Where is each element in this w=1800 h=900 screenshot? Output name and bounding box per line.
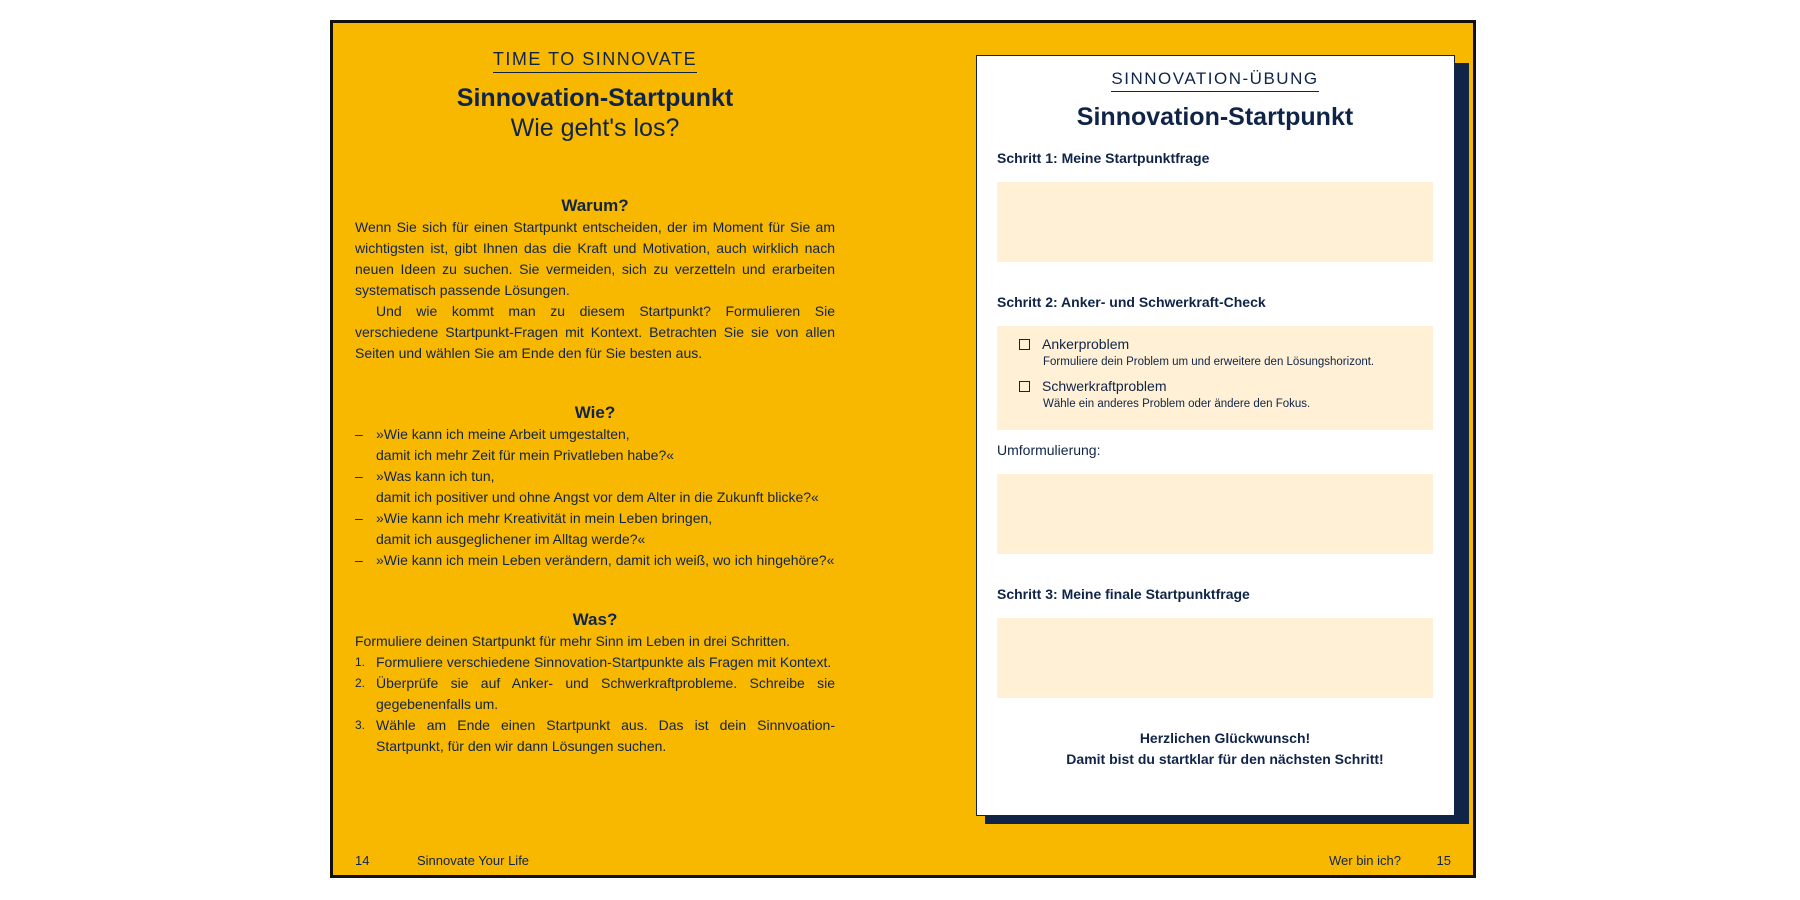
congrats-line-2: Damit bist du startklar für den nächsten Schritt! — [1066, 751, 1384, 767]
list-item: – »Wie kann ich mehr Kreativität in mein Leben bringen, damit ich ausgeglichener im Alltag werde?« — [355, 510, 713, 547]
right-footer — [1329, 853, 1451, 868]
check-title: Schwerkraftproblem — [1042, 378, 1167, 394]
list-item: – »Wie kann ich mein Leben verändern, damit ich weiß, wo ich hingehöre?« — [355, 552, 835, 568]
left-page-number: 14 — [355, 853, 370, 868]
checkbox-anker[interactable] — [1019, 339, 1030, 350]
left-kicker: TIME TO SINNOVATE — [355, 49, 835, 73]
startpunkt-question-field[interactable] — [997, 182, 1433, 262]
card-kicker: SINNOVATION-ÜBUNG — [997, 69, 1433, 92]
wie-heading: Wie? — [574, 403, 616, 422]
reformulation-field[interactable] — [997, 474, 1433, 554]
list-item: 2. Überprüfe sie auf Anker- und Schwerkraftprobleme. Schreibe sie gegebenenfalls um. — [355, 675, 835, 712]
was-intro: Formuliere deinen Startpunkt für mehr Sinn im Leben in drei Schritten. — [355, 633, 790, 649]
problem-check-box — [997, 326, 1433, 430]
wie-question-list — [355, 424, 835, 571]
exercise-card — [976, 55, 1455, 816]
check-title: Ankerproblem — [1042, 336, 1130, 352]
book-spread — [330, 20, 1476, 878]
list-item: – »Was kann ich tun, damit ich positiver und ohne Angst vor dem Alter in die Zukunft blicke?« — [355, 468, 819, 505]
check-row-schwerkraft[interactable] — [1019, 376, 1433, 396]
check-description: Wähle ein anderes Problem oder ändere den Fokus. — [1043, 398, 1311, 410]
step-2-label: Schritt 2: Anker- und Schwerkraft-Check — [997, 294, 1266, 310]
left-page — [355, 23, 835, 757]
list-item: – »Wie kann ich meine Arbeit umgestalten, damit ich mehr Zeit für mein Privatleben habe?« — [355, 426, 675, 463]
congrats-line-1: Herzlichen Glückwunsch! — [1139, 730, 1311, 746]
warum-paragraph-1: Wenn Sie sich für einen Startpunkt entscheiden, der im Moment für Sie am wichtigsten ist, gibt Ihnen das die Kraft und Motivation, auch wirklich nach neuen Ideen zu suchen. Sie vermeiden, sich zu verzetteln und erarbeiten systematisch passende Lösungen. — [355, 219, 835, 298]
final-question-field[interactable] — [997, 618, 1433, 698]
left-title: Sinnovation-Startpunkt — [456, 84, 734, 112]
step-1-label: Schritt 1: Meine Startpunktfrage — [997, 150, 1210, 166]
left-footer — [355, 853, 529, 868]
checkbox-schwerkraft[interactable] — [1019, 381, 1030, 392]
warum-heading: Warum? — [561, 196, 629, 215]
card-title: Sinnovation-Startpunkt — [1076, 103, 1354, 131]
list-item: 1. Formuliere verschiedene Sinnovation-Startpunkte als Fragen mit Kontext. — [355, 654, 832, 670]
was-steps-list — [355, 652, 835, 757]
check-row-anker[interactable] — [1019, 334, 1433, 354]
left-subtitle: Wie geht's los? — [510, 114, 680, 142]
warum-paragraph-2: Und wie kommt man zu diesem Startpunkt? Formulieren Sie verschiedene Startpunkt-Fragen mit Kontext. Betrachten Sie sie von allen Seiten und wählen Sie am Ende den für Sie besten aus. — [355, 303, 835, 361]
card-content — [997, 56, 1433, 770]
step-3-label: Schritt 3: Meine finale Startpunktfrage — [997, 586, 1250, 602]
was-heading: Was? — [572, 610, 618, 629]
reformulation-label: Umformulierung: — [997, 442, 1101, 458]
list-item: 3. Wähle am Ende einen Startpunkt aus. Das ist dein Sinnvoation-Startpunkt, für den wir dann Lösungen suchen. — [355, 717, 835, 754]
chapter-title: Wer bin ich? — [1328, 853, 1401, 868]
check-description: Formuliere dein Problem um und erweitere den Lösungshorizont. — [1043, 356, 1375, 368]
right-page-number: 15 — [1436, 853, 1451, 868]
book-title: Sinnovate Your Life — [417, 853, 530, 868]
